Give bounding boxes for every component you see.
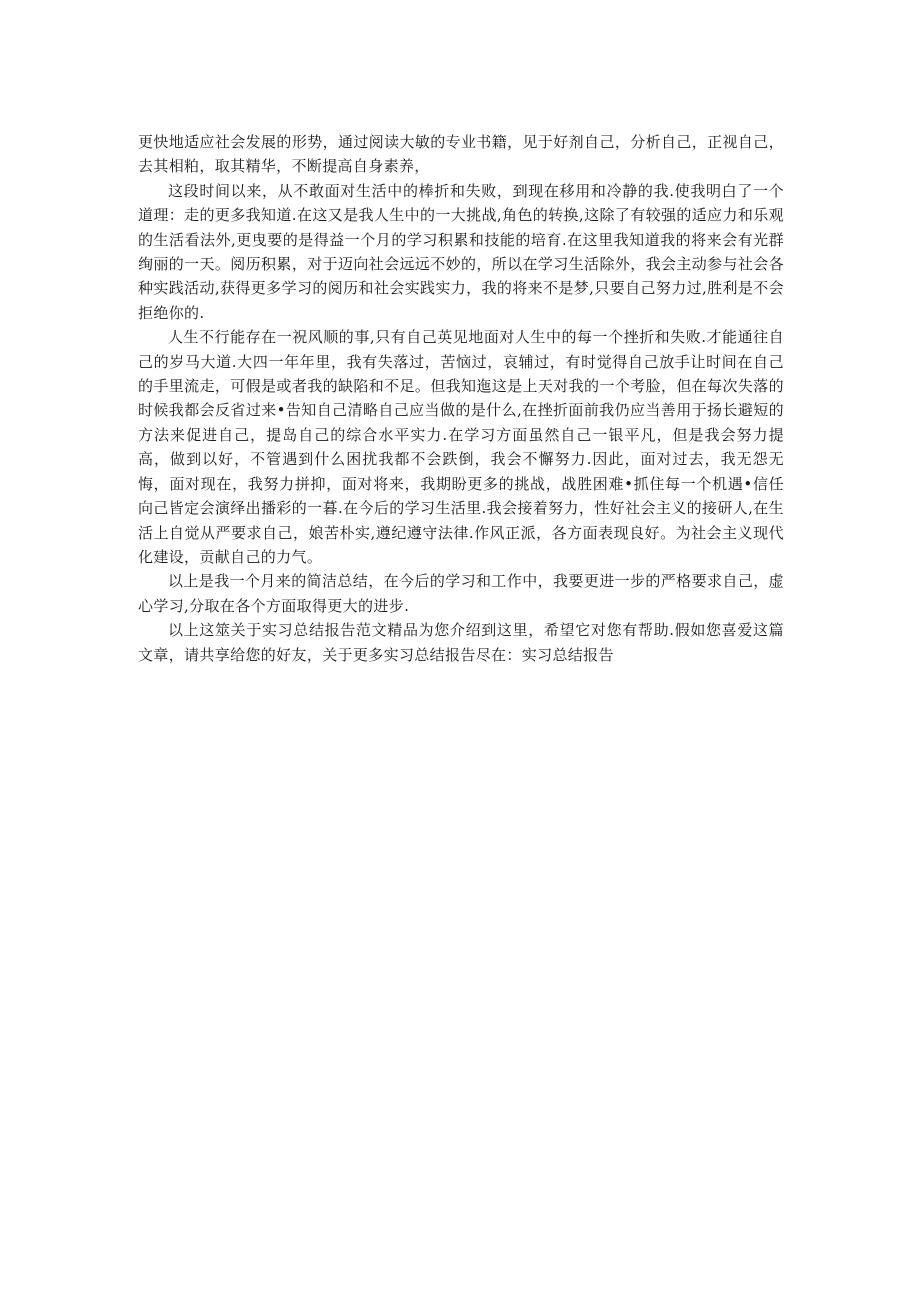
paragraph-5: 以上这筮关于实习总结报告范文精品为您介绍到这里，希望它对您有帮助.假如您喜爱这篇文章，请共享给您的好友，关于更多实习总结报告尽在：实习总结报告: [138, 621, 784, 664]
paragraph-2: 这段时间以来，从不敢面对生活中的棒折和失败，到现在移用和冷静的我.使我明白了一个道理：走的更多我知道.在这又是我人生中的一大挑战,角色的转换,这除了有较强的适应力和乐观的生活看法外,更曳要的是得益一个月的学习积累和技能的培育.在这里我知道我的将来会有光群绚丽的一天。阅历积累，对于迈向社会远远不妙的，所以在学习生活除外，我会主动参与社会各种实践活动,获得更多学习的阅历和社会实践实力，我的将来不是梦,只要自己努力过,胜利是不会拒绝你的.: [138, 181, 784, 322]
paragraph-3: 人生不行能存在一祝风顺的事,只有自己英见地面对人生中的每一个挫折和失败.才能通往自己的岁马大道.大四一年年里，我有失落过，苦恼过，哀辅过，有时觉得自己放手让时间在自己的手里流走，可假是或者我的缺陷和不足。但我知迤这是上天对我的一个考脸，但在每次失落的时候我都会反省过来•告知自己清略自己应当做的是什么,在挫折面前我仍应当善用于扬长避短的方法来促进自己，提岛自己的综合水平实力.在学习方面虽然自己一银平凡，但是我会努力提高，做到以好，不管遇到什么困扰我都不会跌倒，我会不懈努力.因此，面对过去，我无怨无悔，面对现在，我努力拼抑，面对将来，我期盼更多的挑战，战胜困难•抓住每一个机遇•信任向己皆定会演绎出播彩的一暮.在今后的学习生活里.我会接着努力，性好社会主义的接研人,在生活上自觉从严要求自己，娘苦朴实,遵纪遵守法律.作风正派，各方面表现良好。为社会主义现代化建设，贡献自己的力气。: [138, 328, 784, 566]
document-body: [138, 130, 784, 667]
paragraph-1: 更快地适应社会发展的形势，通过阅读大敏的专业书籍，见于好剂自己，分析自己，正视自己，去其相粕，取其精华，不断提高自身素养，: [138, 133, 784, 176]
paragraph-4: 以上是我一个月来的简洁总结，在今后的学习和工作中，我要更进一步的严格要求自己，虚心学习,分取在各个方面取得更大的进步.: [138, 572, 784, 615]
